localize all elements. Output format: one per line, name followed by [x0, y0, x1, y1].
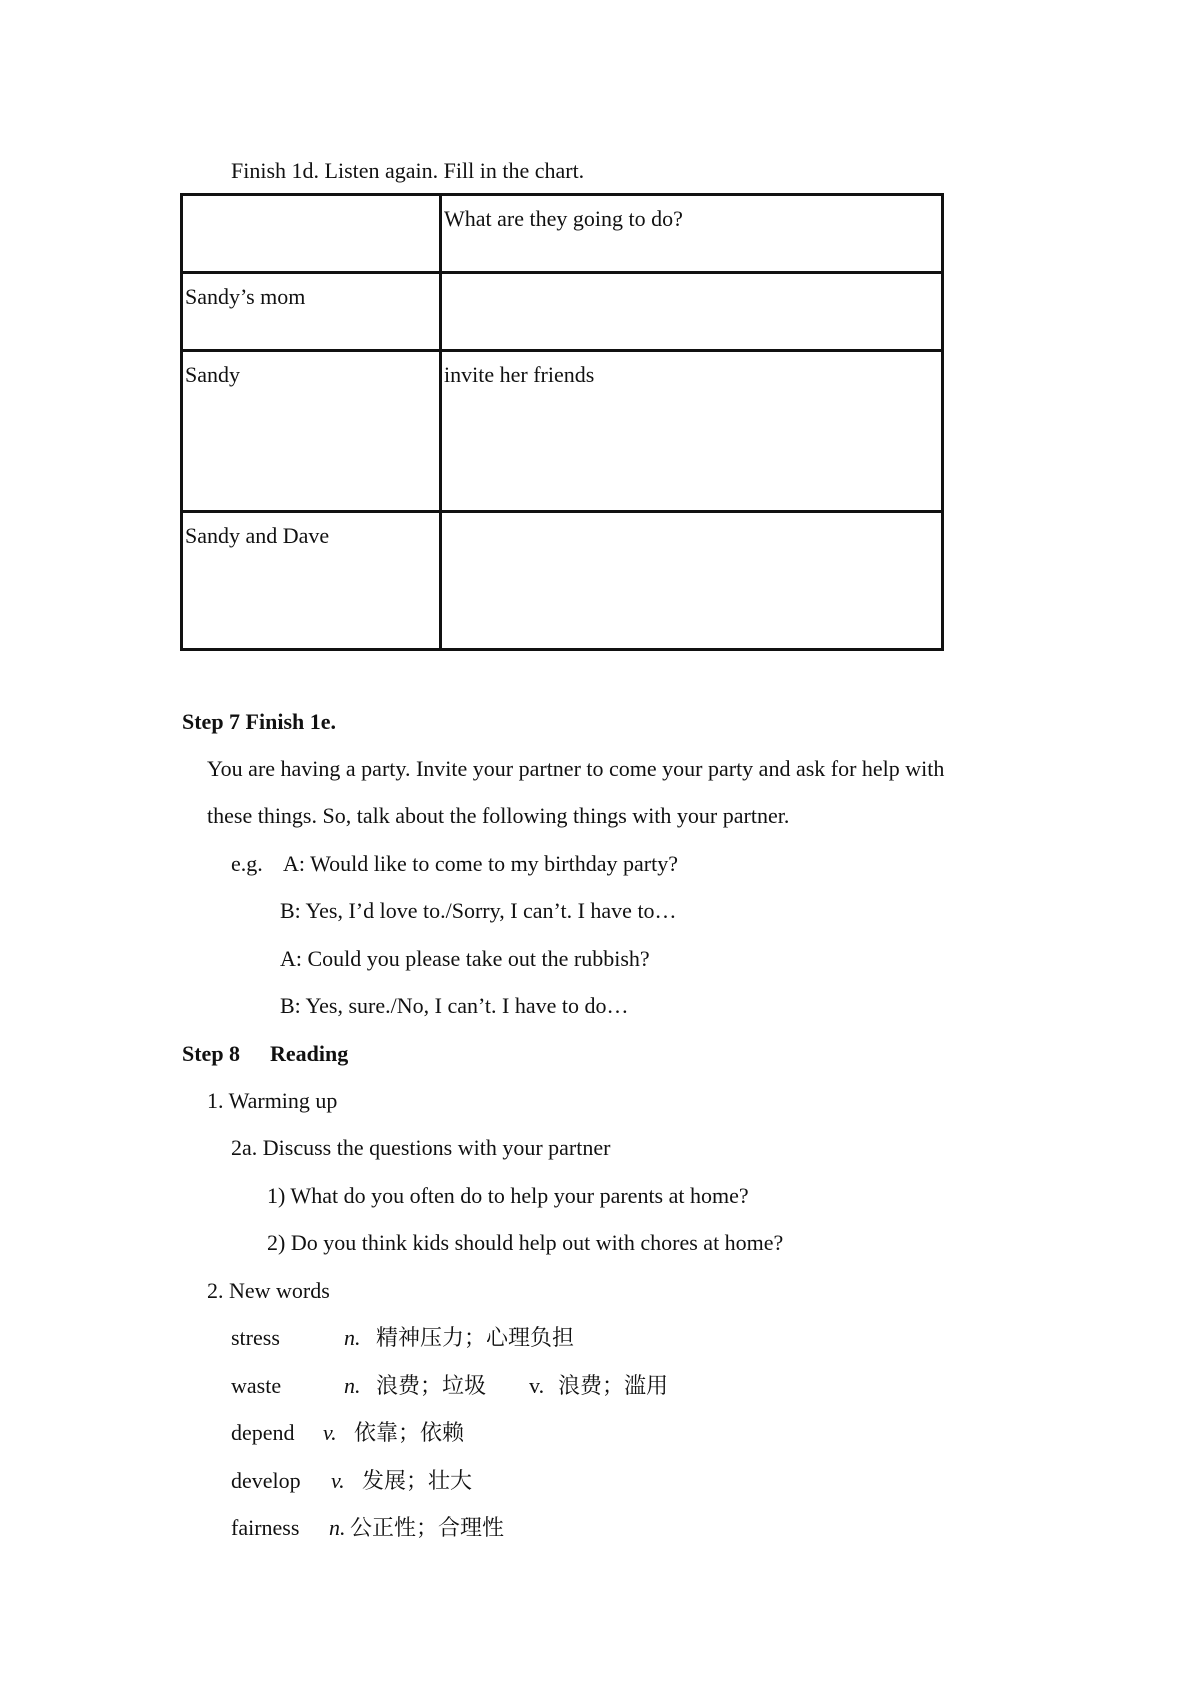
instruction-text: Finish 1d. Listen again. Fill in the chart. — [231, 158, 585, 183]
dialogue-line: B: Yes, sure./No, I can’t. I have to do… — [280, 993, 629, 1018]
vocab-pos: n. — [344, 1373, 361, 1398]
vocab-pos-2: v. — [529, 1373, 545, 1398]
table-row — [182, 351, 943, 512]
vocab-meaning: 浪费；垃圾 — [376, 1373, 487, 1398]
table-row — [182, 512, 943, 650]
step7-paragraph-line1: You are having a party. Invite your partner to come your party and ask for help with — [207, 756, 945, 781]
vocab-pos: v. — [323, 1420, 337, 1445]
table-row — [182, 273, 943, 351]
step8-heading-name: Reading — [270, 1041, 349, 1066]
vocab-word: develop — [231, 1468, 301, 1493]
vocab-word: waste — [231, 1373, 282, 1398]
vocab-meaning: 依靠；依赖 — [354, 1420, 465, 1445]
example-label: e.g. — [231, 851, 263, 876]
step7-heading: Step 7 Finish 1e. — [182, 709, 337, 734]
vocab-meaning-2: 浪费；滥用 — [558, 1373, 669, 1398]
table-cell: Sandy and Dave — [182, 512, 441, 650]
vocab-meaning: 公正性；合理性 — [350, 1515, 505, 1540]
step8-heading-step: Step 8 — [182, 1041, 241, 1066]
warming-up-item: 1. Warming up — [207, 1088, 338, 1113]
vocab-word: depend — [231, 1420, 295, 1445]
table-cell — [182, 195, 441, 273]
vocab-pos: n. — [329, 1515, 346, 1540]
table-cell — [441, 273, 943, 351]
dialogue-line: A: Would like to come to my birthday party? — [283, 851, 678, 876]
vocab-meaning: 发展；壮大 — [362, 1468, 473, 1493]
table-cell: Sandy — [182, 351, 441, 512]
vocab-pos: v. — [331, 1468, 345, 1493]
dialogue-line: A: Could you please take out the rubbish? — [280, 946, 650, 971]
table-cell: Sandy’s mom — [182, 273, 441, 351]
fill-in-chart — [180, 193, 944, 651]
vocab-meaning: 精神压力；心理负担 — [376, 1325, 575, 1350]
table-header-cell: What are they going to do? — [441, 195, 943, 273]
question-2: 2) Do you think kids should help out with chores at home? — [267, 1230, 784, 1255]
dialogue-line: B: Yes, I’d love to./Sorry, I can’t. I have to… — [280, 898, 677, 923]
vocab-word: stress — [231, 1325, 280, 1350]
new-words-item: 2. New words — [207, 1278, 330, 1303]
question-1: 1) What do you often do to help your parents at home? — [267, 1183, 749, 1208]
table-cell — [441, 512, 943, 650]
vocab-word: fairness — [231, 1515, 300, 1540]
table-cell: invite her friends — [441, 351, 943, 512]
vocab-pos: n. — [344, 1325, 361, 1350]
discuss-item: 2a. Discuss the questions with your partner — [231, 1135, 611, 1160]
step7-paragraph-line2: these things. So, talk about the following things with your partner. — [207, 803, 790, 828]
table-row — [182, 195, 943, 273]
